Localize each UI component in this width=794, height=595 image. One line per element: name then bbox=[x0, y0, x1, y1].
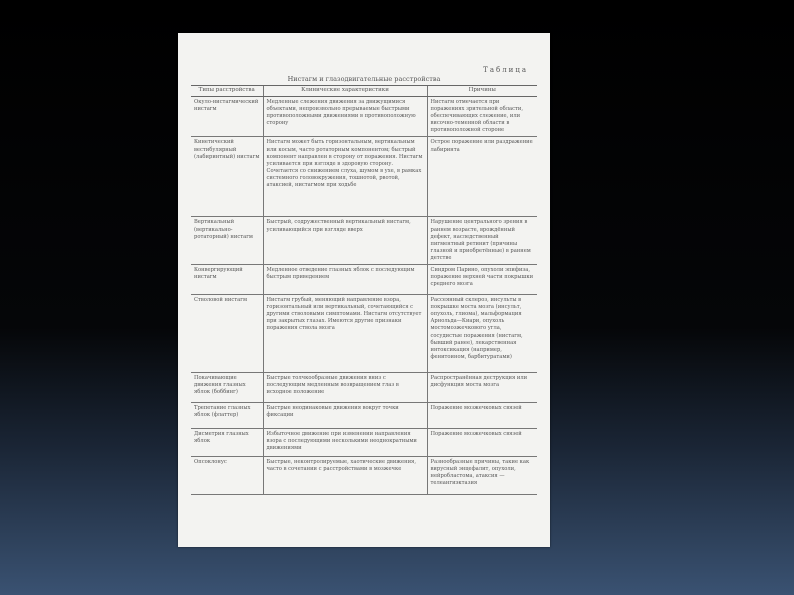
table-row bbox=[191, 217, 537, 265]
cell-clinical: Избыточное движение при изменении направления взора с последующими несколькими неоднократными движениями bbox=[263, 429, 427, 457]
header-type: Типы расстройства bbox=[191, 86, 263, 97]
scanned-page bbox=[178, 33, 550, 547]
cell-type: Стволовой нистагм bbox=[191, 295, 263, 373]
table-title: Нистагм и глазодвигательные расстройства bbox=[287, 75, 441, 83]
cell-cause: Разнообразные причины, такие как вирусный энцефалит, опухоли, нейробластома, атаксия — телеангиэктазия bbox=[427, 457, 537, 495]
header-cause: Причины bbox=[427, 86, 537, 97]
cell-type: Вертикальный (вертикально-ротаторный) нистагм bbox=[191, 217, 263, 265]
table-label: Таблица bbox=[483, 66, 528, 74]
cell-cause: Рассеянный склероз, инсульты в покрышке моста мозга (инсульт, опухоль, глиома), мальформация Арнольда—Киари, опухоль мостомозжечкового угла, сосудистые поражения (нистагм, бывший ранее), лекарственная интоксикация (например, фенитоином, барбитуратами) bbox=[427, 295, 537, 373]
cell-type: Опсоклонус bbox=[191, 457, 263, 495]
cell-type: Окуло-нистагмический нистагм bbox=[191, 97, 263, 137]
cell-cause: Поражение мозжечковых связей bbox=[427, 403, 537, 429]
table-row bbox=[191, 429, 537, 457]
cell-type: Кинетический вестибулярный (лабиринтный) нистагм bbox=[191, 137, 263, 217]
cell-clinical: Медленные слежения движения за движущимися объектами, непроизвольно прерываемые быстрыми противоположными движениями в противоположную сторону bbox=[263, 97, 427, 137]
table-row bbox=[191, 137, 537, 217]
cell-type: Покачивающие движения глазных яблок (боббинг) bbox=[191, 373, 263, 403]
cell-cause: Синдром Парино, опухоли эпифиза, поражение верхней части покрышки среднего мозга bbox=[427, 265, 537, 295]
table-row bbox=[191, 265, 537, 295]
header-clinical: Клинические характеристики bbox=[263, 86, 427, 97]
table-row bbox=[191, 457, 537, 495]
cell-clinical: Быстрые, неконтролируемые, хаотические движения, часто в сочетании с расстройствами в мозжечке bbox=[263, 457, 427, 495]
cell-type: Конвергирующий нистагм bbox=[191, 265, 263, 295]
cell-type: Дисметрия глазных яблок bbox=[191, 429, 263, 457]
table-row bbox=[191, 97, 537, 137]
cell-clinical: Быстрый, содружественный вертикальный нистагм, усиливающийся при взгляде вверх bbox=[263, 217, 427, 265]
table-row bbox=[191, 403, 537, 429]
cell-type: Трепетание глазных яблок (флаттер) bbox=[191, 403, 263, 429]
cell-clinical: Нистагм грубый, меняющий направление взора, горизонтальный или вертикальный, сочетающийся с другими стволовыми симптомами. Нистагм отсутствует при закрытых глазах. Имеются другие признаки поражения ствола мозга bbox=[263, 295, 427, 373]
table-row bbox=[191, 295, 537, 373]
cell-cause: Нистагм отмечается при поражениях зрительной области, обеспечивающих слежение, или височно-теменной области в противоположной стороне bbox=[427, 97, 537, 137]
nystagmus-table bbox=[191, 85, 537, 495]
cell-cause: Распространённая деструкция или дисфункция моста мозга bbox=[427, 373, 537, 403]
cell-clinical: Медленное отведение глазных яблок с последующим быстрым приведением bbox=[263, 265, 427, 295]
cell-clinical: Нистагм может быть горизонтальным, вертикальным или косым, часто ротаторным компонентом; быстрый компонент направлен в сторону от поражения. Нистагм усиливается при взгляде в здоровую сторону. Сочетается со снижением слуха, шумом в ухе, в рамках системного головокружения, тошнотой, рвотой, атаксией, нистагмом при ходьбе bbox=[263, 137, 427, 217]
table-row bbox=[191, 373, 537, 403]
cell-clinical: Быстрые толчкообразные движения вниз с последующим медленным возвращением глаз в исходное положение bbox=[263, 373, 427, 403]
cell-cause: Поражение мозжечковых связей bbox=[427, 429, 537, 457]
cell-cause: Острое поражение или раздражение лабиринта bbox=[427, 137, 537, 217]
cell-clinical: Быстрые неодинаковые движения вокруг точки фиксации bbox=[263, 403, 427, 429]
cell-cause: Нарушение центрального зрения в раннем возрасте, врождённый дефект, наследственный пигментный ретинит (причины глазной и приобретённые) в раннем детстве bbox=[427, 217, 537, 265]
table-header-row bbox=[191, 86, 537, 97]
